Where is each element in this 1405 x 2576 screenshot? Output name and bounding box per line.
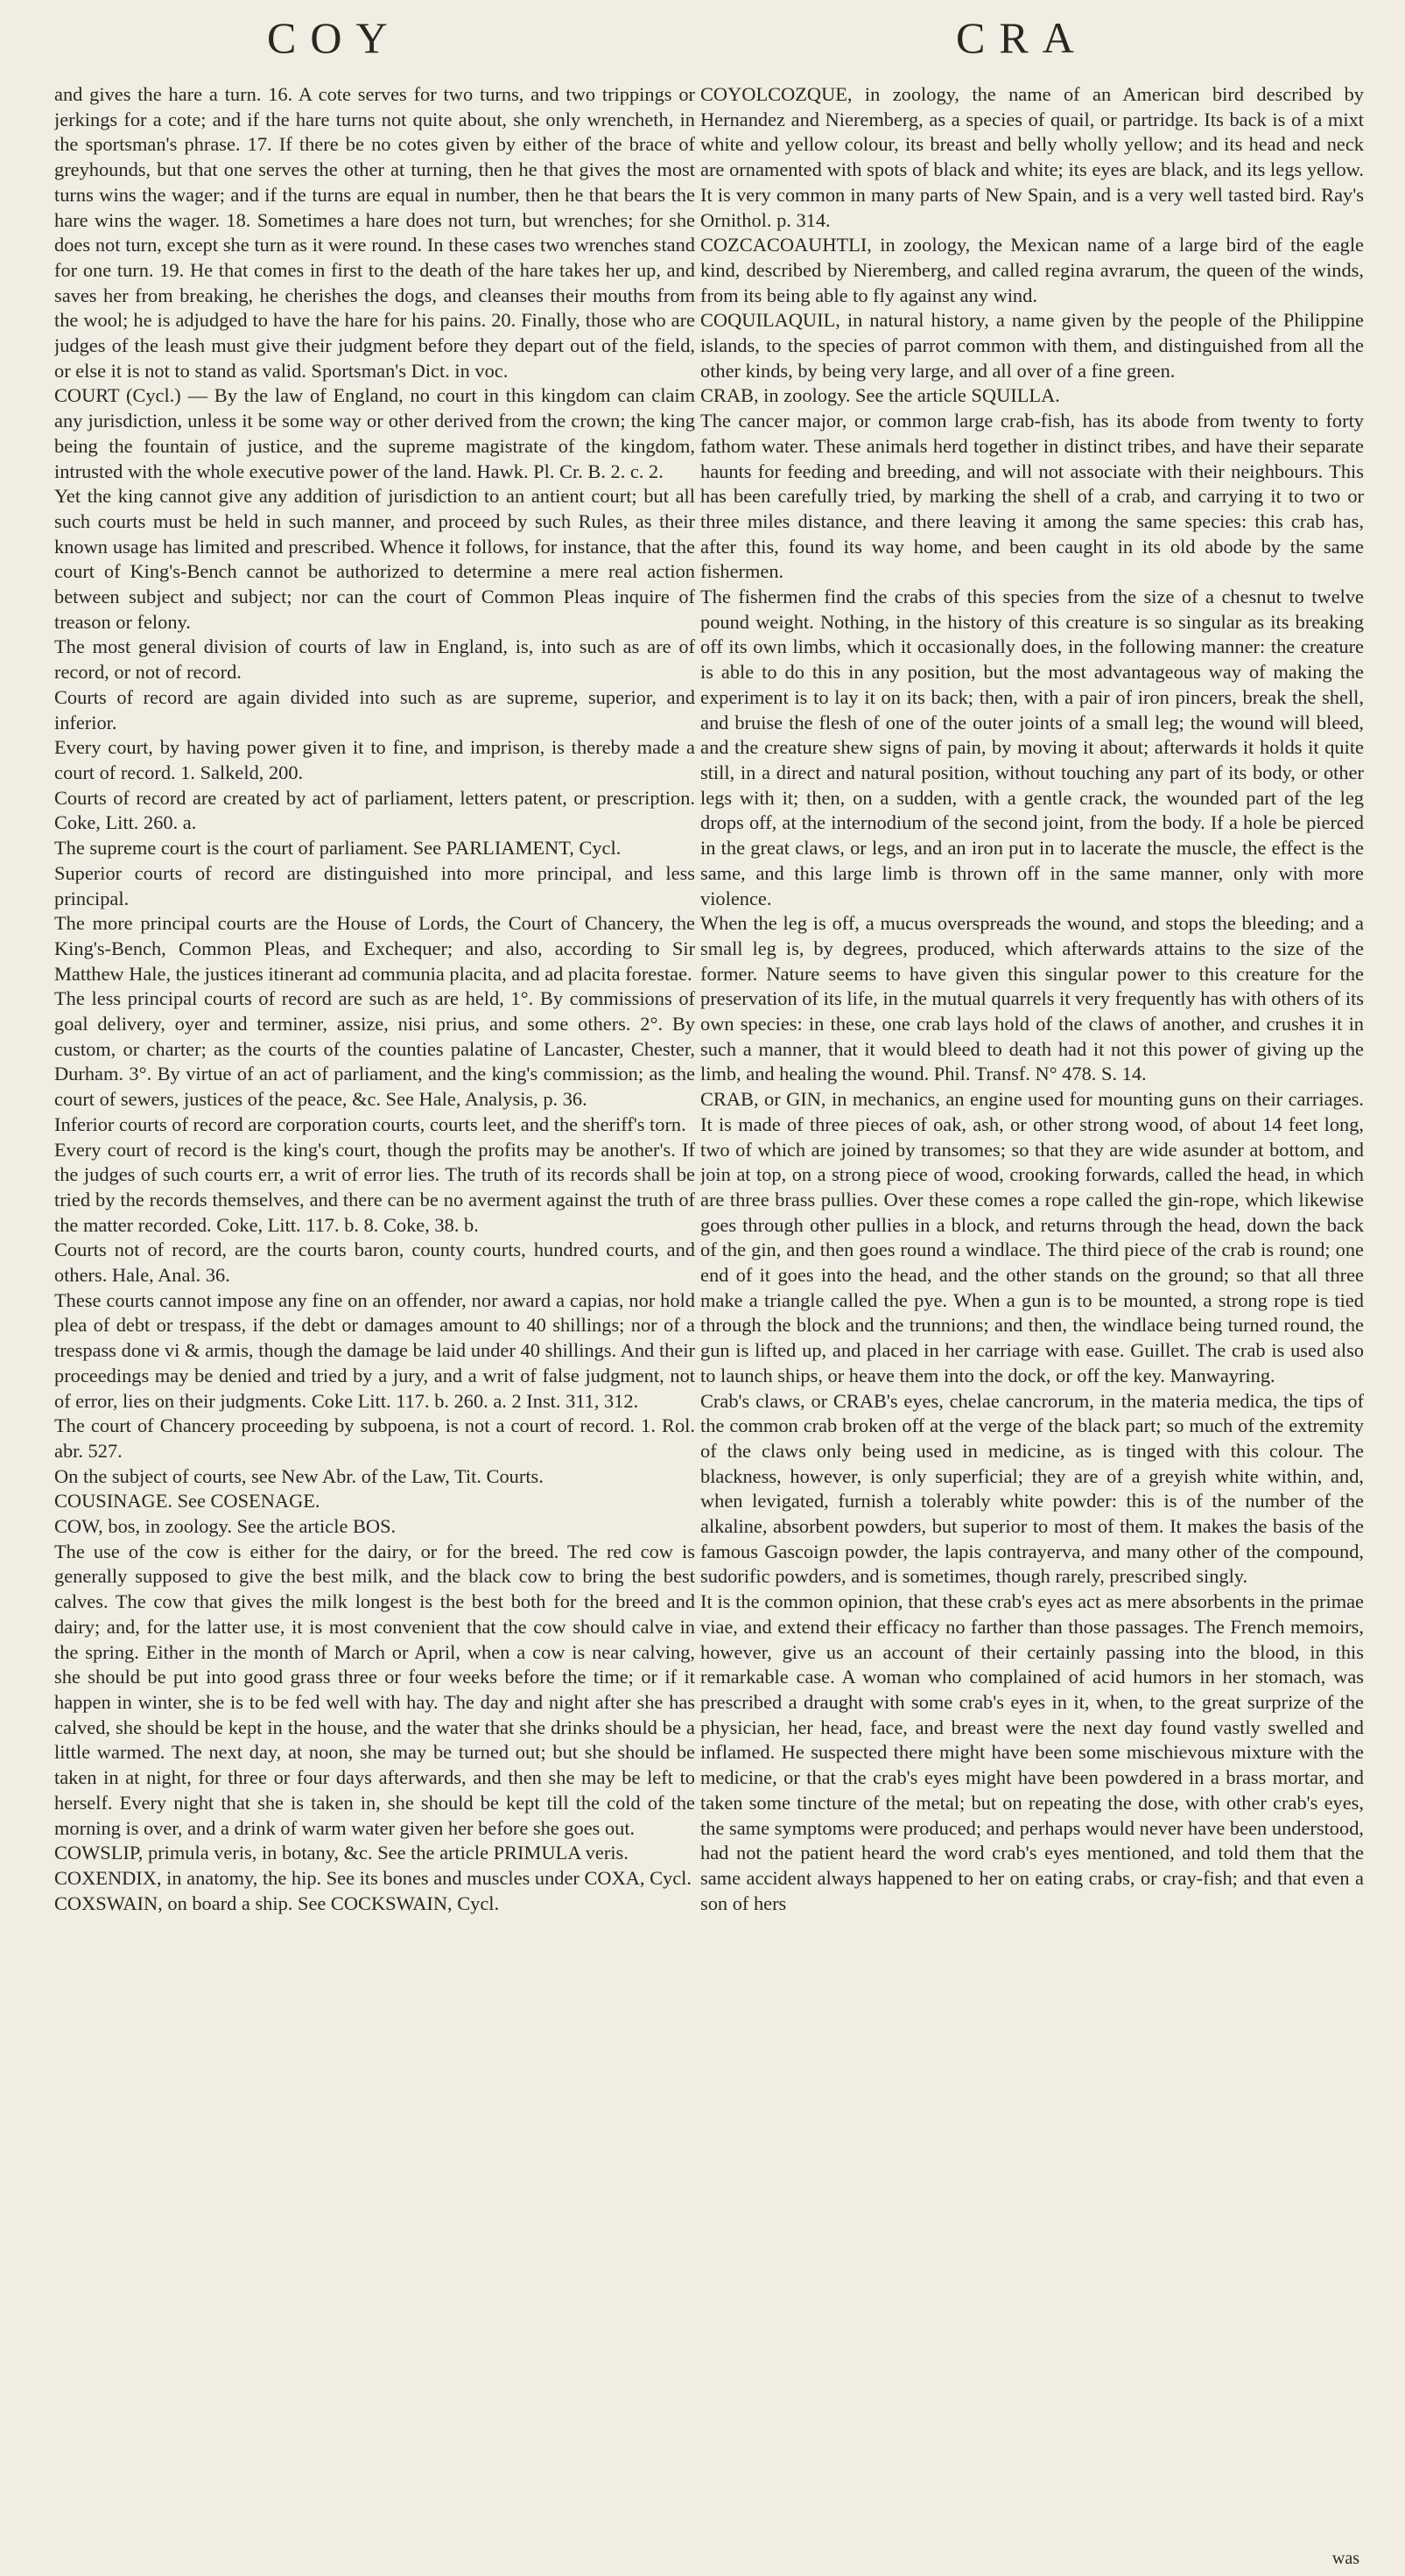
entry-paragraph: The supreme court is the court of parliament. See PARLIAMENT, Cycl. [54,837,622,860]
entry-paragraph: The less principal courts of record are such as are held, 1°. By commissions of goal delivery, oyer and terminer, assize, nisi prius, and some others. 2°. By custom, or charter; as the courts of the counties palatine of Lancaster, Chester, Durham. 3°. By virtue of an act of parliament, and the king's commission; as the court of sewers, justices of the peace, &c. See Hale, Analysis, p. 36. [54,987,695,1111]
entry-paragraph: The fishermen find the crabs of this species from the size of a chesnut to twelve pound weight. Nothing, in the history of this creature is so singular as its breaking off its own limbs, which it occasionally does, in the following manner: the creature is able to do this in any position, but the most advantageous way of making the experiment is to lay it on its back; then, with a pair of iron pincers, break the shell, and bruise the flesh of one of the outer joints of a small leg; the wound will bleed, and the creature shew signs of pain, by moving it about; afterwards it holds it quite still, in a direct and natural position, without touching any part of its body, or other legs with it; then, on a sudden, with a gentle crack, the wounded part of the leg drops off, at the internodium of the second joint, from the body. If a hole be pierced in the great claws, or legs, and an iron put in to lacerate the muscle, the effect is the same, and this large limb is thrown off in the same manner, only with more violence. [700,586,1364,909]
entry-paragraph: The use of the cow is either for the dairy, or for the breed. The red cow is generally supposed to give the best milk, and the black cow to bring the best calves. The cow that gives the milk longest is the best both for the breed and dairy; and, for the latter use, it is most convenient that the cow should calve in the spring. Either in the month of March or April, when a cow is near calving, she should be put into good grass three or four weeks before the time; or if it happen in winter, she is to be fed well with hay. The day and night after she has calved, she should be kept in the house, and the water that she drinks should be a little warmed. The next day, at noon, she may be turned out; but she should be taken in at night, for three or four days afterwards, and then she may be left to herself. Every night that she is taken in, she should be kept till the cold of the morning is over, and a drink of warm water given her before she goes out. [54,1540,695,1839]
entry-paragraph: and gives the hare a turn. 16. A cote serves for two turns, and two trippings or jerkings for a cote; and if the hare turns not quite about, she only wrencheth, in the sportsman's phrase. 17. If there be no cotes given by either of the brace of greyhounds, but that one serves the other at turning, then he that gives the most turns wins the wager; and if the turns are equal in number, then he that bears the hare wins the wager. 18. Sometimes a hare does not turn, but wrenches; for she does not turn, except she turn as it were round. In these cases two wrenches stand for one turn. 19. He that comes in first to the death of the hare takes her up, and saves her from breaking, he cherishes the dogs, and cleanses their mouths from the wool; he is adjudged to have the hare for his pains. 20. Finally, those who are judges of the leash must give their judgment before they depart out of the field, or else it is not to stand as valid. Sportsman's Dict. in voc. [54,83,695,382]
entry-paragraph: Courts of record are created by act of parliament, letters patent, or prescription. Coke, Litt. 260. a. [54,786,695,834]
catchword: was [1331,2549,1359,2568]
left-column [54,82,695,2559]
entry-paragraph: Courts of record are again divided into such as are supreme, superior, and inferior. [54,685,695,733]
right-column [700,82,1364,2559]
entry-paragraph: Every court, by having power given it to fine, and imprison, is thereby made a court of record. 1. Salkeld, 200. [54,736,695,783]
entry-paragraph: The more principal courts are the House of Lords, the Court of Chancery, the King's-Bench, Common Pleas, and Exchequer; and also, according to Sir Matthew Hale, the justices itinerant ad communia placita, and ad placita forestae. [54,912,695,985]
header-right-word: CRA [956,13,1088,62]
running-header [0,12,1405,74]
entry-crab-gin: CRAB, or GIN, in mechanics, an engine used for mounting guns on their carriages. It is made of three pieces of oak, ash, or other strong wood, of about 14 feet long, two of which are joined by transomes; so that they are wide asunder at bottom, and join at top, on a strong piece of wood, crooking forwards, called the head, in which are three brass pullies. Over these comes a rope called the gin-rope, which likewise goes through other pullies in a block, and returns through the head, down the back of the gin, and then goes round a windlace. The third piece of the crab is round; one end of it goes into the head, and the other stands on the ground; so that all three make a triangle called the pye. When a gun is to be mounted, a strong rope is tied through the block and the trunnions; and then, the windlace being turned round, the gun is lifted up, and placed in her carriage with ease. Guillet. The crab is used also to launch ships, or heave them into the dock, or off the key. Manwayring. [700,1088,1364,1386]
entry-paragraph: The cancer major, or common large crab-fish, has its abode from twenty to forty fathom water. These animals herd together in distinct tribes, and have their separate haunts for feeding and breeding, and will not associate with their neighbours. This has been carefully tried, by marking the shell of a crab, and carrying it to two or three miles distance, and there leaving it among the same species: this crab has, after this, found its way home, and been caught in its old abode by the same fishermen. [700,410,1364,583]
entry-paragraph: When the leg is off, a mucus overspreads the wound, and stops the bleeding; and a small leg is, by degrees, produced, which afterwards attains to the size of the former. Nature seems to have given this singular power to this creature for the preservation of its life, in the mutual quarrels it very frequently has with others of its own species: in these, one crab lays hold of the claws of another, and crushes it in such a manner, that it would bleed to death had it not this power of giving up the limb, and healing the wound. Phil. Transf. N° 478. S. 14. [700,912,1364,1085]
entry-coxswain: COXSWAIN, on board a ship. See COCKSWAIN, Cycl. [54,1892,500,1914]
entry-paragraph: Superior courts of record are distinguished into more principal, and less principal. [54,861,695,909]
entry-paragraph: Yet the king cannot give any addition of jurisdiction to an antient court; but all such courts must be held in such manner, and proceed by such Rules, as their known usage has limited and prescribed. Whence it follows, for instance, that the court of King's-Bench cannot be authorized to determine a mere real action between subject and subject; nor can the court of Common Pleas inquire of treason or felony. [54,485,695,633]
entry-paragraph: These courts cannot impose any fine on an offender, nor award a capias, nor hold plea of debt or trespass, if the debt or damages amount to 40 shillings; nor of a trespass done vi & armis, though the damage be laid under 40 shillings. And their proceedings may be denied and tried by a jury, and a writ of false judgment, not of error, lies on their judgments. Coke Litt. 117. b. 260. a. 2 Inst. 311, 312. [54,1288,695,1412]
entry-paragraph: It is the common opinion, that these crab's eyes act as mere absorbents in the primae viae, and extend their efficacy no farther than those passages. The French memoirs, however, give us an account of their certainly passing into the blood, in this remarkable case. A woman who complained of acid humors in her stomach, was prescribed a draught with some crab's eyes in it, when, to the great surprize of the physician, her head, face, and breast were the next day found vastly swelled and inflamed. He suspected there might have been some mischievous mixture with the medicine, or that the crab's eyes might have been powdered in a brass mortar, and taken some tincture of the metal; but on repeating the dose, with other crab's eyes, the same symptoms were produced; and perhaps would never have been understood, had not the patient heard the word crab's eyes mentioned, and told them that the same accident always happened to her on eating crabs, or cray-fish; and that even a son of hers [700,1590,1364,1914]
entry-cow: COW, bos, in zoology. See the article BOS. [54,1515,397,1538]
entry-crabs-claws: Crab's claws, or CRAB's eyes, chelae cancrorum, in the materia medica, the tips of the common crab broken off at the verge of the black part; so much of the extremity of the claws only being used in medicine, as is tinged with this colour. The blackness, however, is only superficial; they are of a greyish white within, and, when levigated, furnish a tolerably white powder: this is of the number of the alkaline, absorbent powders, but superior to most of them. It makes the basis of the famous Gascoign powder, the lapis contrayerva, and many other of the compound, sudorific powders, and is sometimes, though rarely, prescribed singly. [700,1389,1364,1588]
entry-cozcacoauhtli: COZCACOAUHTLI, in zoology, the Mexican name of a large bird of the eagle kind, described by Nieremberg, and called regina avrarum, the queen of the winds, from its being able to fly against any wind. [700,234,1364,306]
entry-paragraph: On the subject of courts, see New Abr. of the Law, Tit. Courts. [54,1464,544,1487]
entry-crab-zoology: CRAB, in zoology. See the article SQUILLA. [700,384,1060,407]
entry-paragraph: Every court of record is the king's court, though the profits may be another's. If the judges of such courts err, a writ of error lies. The truth of its records shall be tried by the records themselves, and there can be no averment against the truth of the matter recorded. Coke, Litt. 117. b. 8. Coke, 38. b. [54,1138,695,1236]
entry-cowslip: COWSLIP, primula veris, in botany, &c. See the article PRIMULA veris. [54,1842,629,1864]
entry-paragraph: Inferior courts of record are corporation courts, courts leet, and the sheriff's torn. [54,1113,686,1135]
entry-coxendix: COXENDIX, in anatomy, the hip. See its bones and muscles under COXA, Cycl. [54,1866,692,1889]
entry-paragraph: Courts not of record, are the courts baron, county courts, hundred courts, and others. Hale, Anal. 36. [54,1239,695,1287]
entry-cousinage: COUSINAGE. See COSENAGE. [54,1490,320,1513]
entry-coyolcozque: COYOLCOZQUE, in zoology, the name of an American bird described by Hernandez and Nieremberg, as a species of quail, or partridge. Its back is of a mixt white and yellow colour, its breast and belly wholly yellow; and its head and neck are ornamented with spots of black and white; its eyes are black, and its legs yellow. It is very common in many parts of New Spain, and is a very well tasted bird. Ray's Ornithol. p. 314. [700,83,1364,231]
header-left-word: COY [267,13,402,62]
entry-court: COURT (Cycl.) — By the law of England, no court in this kingdom can claim any jurisdiction, unless it be some way or other derived from the crown; the king being the fountain of justice, and the supreme magistrate of the kingdom, intrusted with the whole executive power of the land. Hawk. Pl. Cr. B. 2. c. 2. [54,384,695,482]
entry-coquilaquil: COQUILAQUIL, in natural history, a name given by the people of the Philippine islands, to the species of parrot common with them, and distinguished from all the other kinds, by being very large, and all over of a fine green. [700,309,1364,382]
entry-paragraph: The court of Chancery proceeding by subpoena, is not a court of record. 1. Rol. abr. 527. [54,1414,695,1462]
entry-paragraph: The most general division of courts of law in England, is, into such as are of record, or not of record. [54,635,695,684]
